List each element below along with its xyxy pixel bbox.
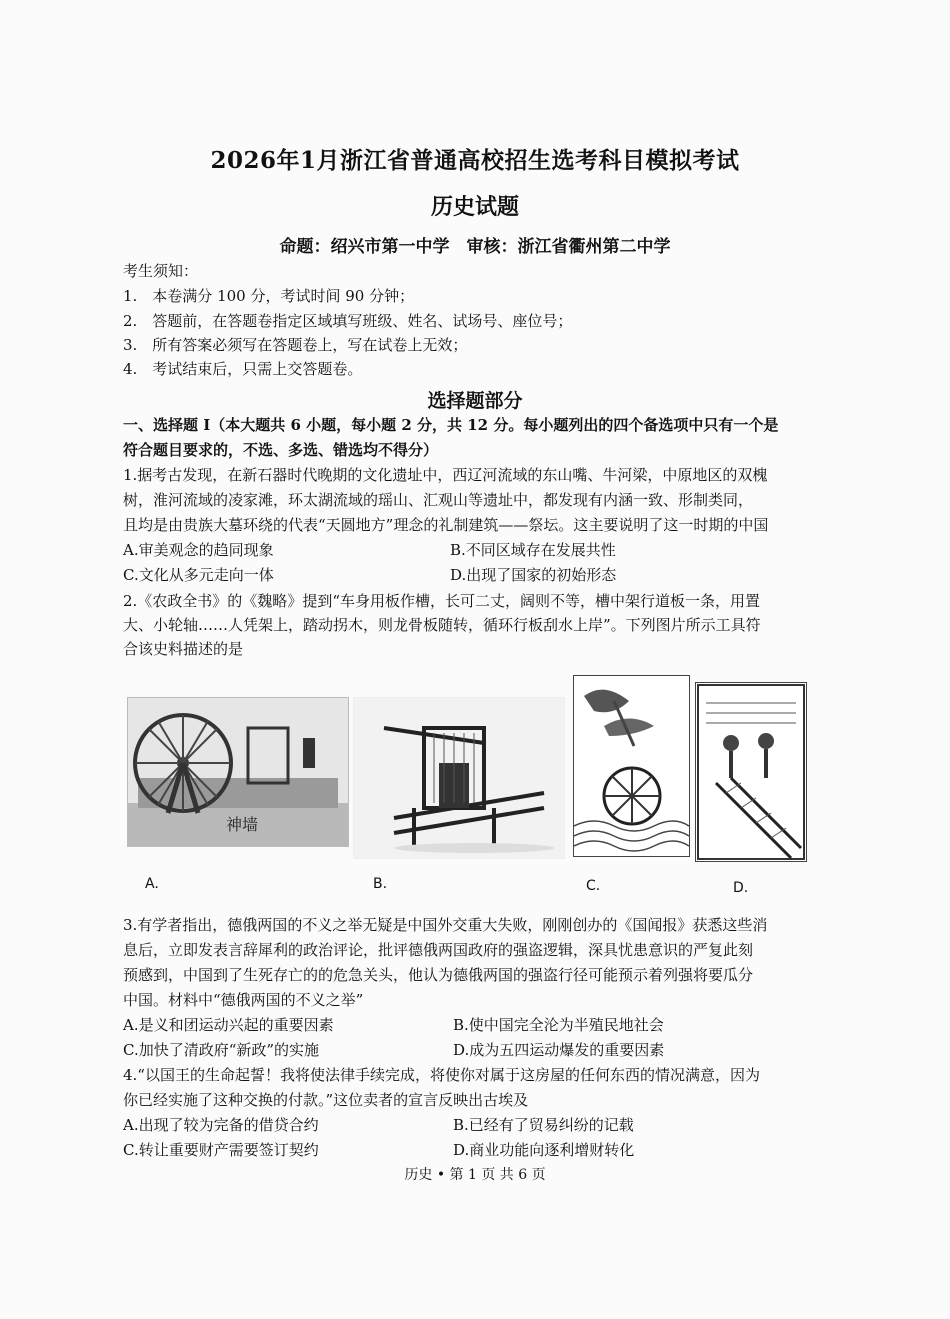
section-instruction: 一、选择题 I（本大题共 6 小题，每小题 2 分，共 12 分。每小题列出的四个备选项中只有一个是 [123, 416, 779, 434]
notice-item: 1. 本卷满分 100 分，考试时间 90 分钟； [123, 287, 415, 305]
section-title: 选择题部分 [427, 390, 523, 412]
q3-option-a: A.是义和团运动兴起的重要因素 [123, 1016, 334, 1034]
image-d-woodcut [695, 682, 807, 862]
image-a-caption: 神墙 [226, 815, 259, 834]
image-a-photo [127, 697, 349, 847]
notice-item: 4. 考试结束后，只需上交答题卷。 [123, 360, 363, 378]
image-label-b: B. [373, 876, 388, 892]
q1-option-c: C.文化从多元走向一体 [123, 566, 274, 584]
question-3-stem: 3.有学者指出，德俄两国的不义之举无疑是中国外交重大失败，刚刚创办的《国闻报》获悉这些消 [123, 916, 768, 934]
q4-option-d: D.商业功能向逐利增财转化 [453, 1141, 635, 1159]
question-4-stem: 4.“以国王的生命起誓！我将使法律手续完成，将使你对属于这房屋的任何东西的情况满意，因为 [123, 1066, 760, 1084]
section-instruction: 符合题目要求的，不选、多选、错选均不得分） [123, 441, 439, 459]
question-3-stem: 息后，立即发表言辞犀利的政治评论，批评德俄两国政府的强盗逻辑，深具忧患意识的严复此刻 [123, 941, 754, 959]
q4-option-c: C.转让重要财产需要签订契约 [123, 1141, 319, 1159]
authors-line: 命题：绍兴市第一中学 审核：浙江省衢州第二中学 [279, 237, 671, 257]
question-1-stem: 且均是由贵族大墓环绕的代表“天圆地方”理念的礼制建筑——祭坛。这主要说明了这一时期的中国 [123, 516, 769, 534]
image-label-c: C. [586, 878, 601, 894]
notice-item: 2. 答题前，在答题卷指定区域填写班级、姓名、试场号、座位号； [123, 312, 573, 330]
question-1-stem: 树，淮河流域的凌家滩，环太湖流域的瑶山、汇观山等遗址中，都发现有内涵一致、形制类同， [123, 491, 754, 509]
q3-option-b: B.使中国完全沦为半殖民地社会 [453, 1016, 664, 1034]
question-3-stem: 中国。材料中“德俄两国的不义之举” [123, 991, 364, 1009]
notice-item: 3. 所有答案必须写在答题卷上，写在试卷上无效； [123, 336, 468, 354]
notice-heading: 考生须知： [123, 262, 199, 280]
subject-title: 历史试题 [430, 194, 519, 220]
q1-option-d: D.出现了国家的初始形态 [450, 566, 617, 584]
image-b-model [353, 697, 565, 859]
image-c-woodcut [573, 675, 690, 857]
question-4-stem: 你已经实施了这种交换的付款。”这位卖者的宣言反映出古埃及 [123, 1091, 529, 1109]
q1-option-b: B.不同区域存在发展共性 [450, 541, 616, 559]
q3-option-c: C.加快了清政府“新政”的实施 [123, 1041, 320, 1059]
q4-option-b: B.已经有了贸易纠纷的记载 [453, 1116, 634, 1134]
image-label-d: D. [733, 880, 749, 896]
question-2-stem: 合该史料描述的是 [123, 640, 244, 658]
image-label-a: A. [145, 876, 159, 892]
question-2-stem: 2.《农政全书》的《魏略》提到“车身用板作槽，长可二丈，阔则不等，槽中架行道板一条，用置 [123, 592, 760, 610]
exam-title: 2026年1月浙江省普通高校招生选考科目模拟考试 [210, 147, 740, 174]
q4-option-a: A.出现了较为完备的借贷合约 [123, 1116, 319, 1134]
page-footer: 历史 • 第 1 页 共 6 页 [404, 1167, 546, 1183]
q1-option-a: A.审美观念的趋同现象 [123, 541, 274, 559]
question-3-stem: 预感到，中国到了生死存亡的的危急关头，他认为德俄两国的强盗行径可能预示着列强将要瓜分 [123, 966, 754, 984]
question-2-stem: 大、小轮轴……人凭架上，踏动拐木，则龙骨板随转，循环行板刮水上岸”。下列图片所示工具符 [123, 616, 761, 634]
question-1-stem: 1.据考古发现，在新石器时代晚期的文化遗址中，西辽河流域的东山嘴、牛河梁，中原地区的双槐 [123, 466, 768, 484]
q3-option-d: D.成为五四运动爆发的重要因素 [453, 1041, 665, 1059]
